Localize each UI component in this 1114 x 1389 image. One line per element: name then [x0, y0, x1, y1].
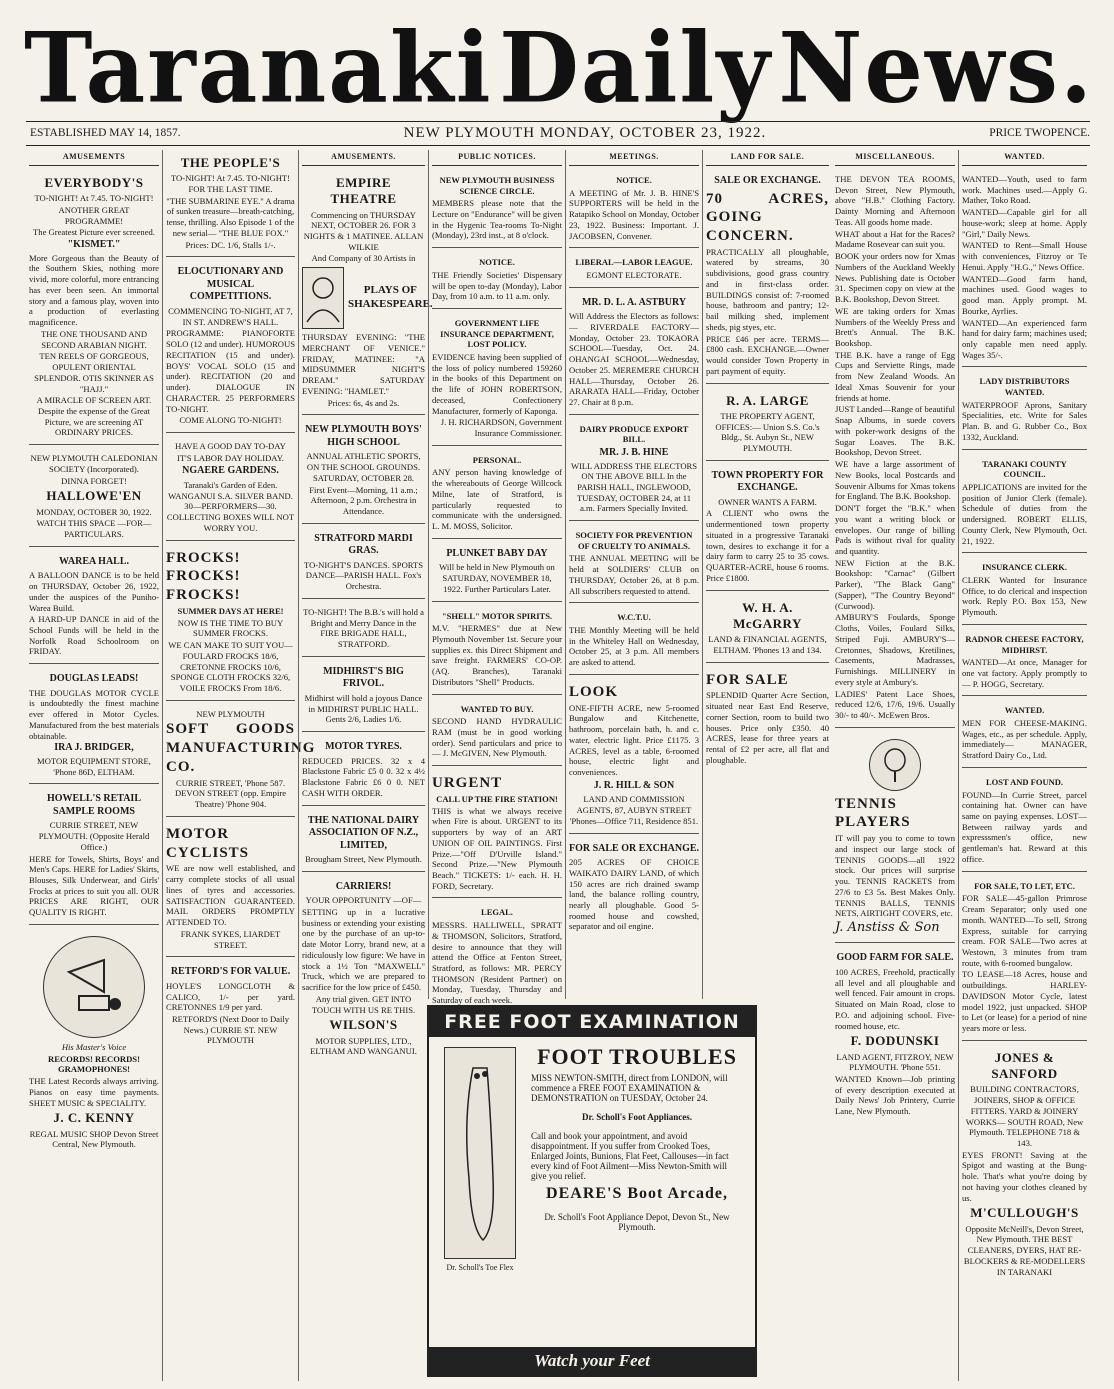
ad-carriers [302, 876, 425, 1063]
ad-text: DINNA FORGET! [61, 475, 127, 486]
ad-title: THE PEOPLE'S [180, 155, 281, 170]
ad-title: EVERYBODY'S [44, 175, 144, 190]
ad-text: ANNUAL ATHLETIC SPORTS, ON THE SCHOOL GROUNDS. SATURDAY, OCTOBER 28. [306, 451, 421, 483]
portrait-icon [303, 272, 343, 324]
ad-text: NEW PLYMOUTH [196, 708, 265, 719]
ad-text: CURRIE STREET, 'Phone 587. DEVON STREET (opp. Empire Theatre) 'Phone 904. [174, 777, 287, 810]
meeting-astbury [569, 292, 699, 415]
ad-insurance-clerk [962, 557, 1087, 625]
ad-title: NOTICE. [616, 175, 652, 185]
ad-text: Dr. Scholl's Foot Appliances. [582, 1112, 692, 1123]
ad-peoples [166, 150, 295, 257]
ad-title: FROCKS! FROCKS! FROCKS! [166, 549, 241, 604]
ad-title: NEW PLYMOUTH BUSINESS SCIENCE CIRCLE. [439, 175, 555, 196]
ad-text: THE DOUGLAS MOTOR CYCLE is undoubtedly the finest machine ever offered in Motor Cycles. Manufactured from the best materials obtainable. [29, 687, 159, 741]
ad-text: 205 ACRES OF CHOICE WAIKATO DAIRY LAND, of which 150 acres are rich drained swamp land, the balance rolling country, nearly all ploughable. Good 5-roomed house and cowshed, separator and oil engine. [569, 857, 699, 932]
ad-text: WANTED Known—Job printing of every description executed at Daily News' Job Printery, Currie Lane, New Plymouth. [835, 1073, 955, 1117]
ad-text: YOUR OPPORTUNITY —OF— [305, 895, 422, 906]
ad-text: MISS NEWTON-SMITH, direct from LONDON, will commence a FREE FOOT EXAMINATION & DEMONSTRATION on TUESDAY, October 24. [531, 1073, 728, 1104]
ad-title: PERSONAL. [472, 454, 522, 465]
notice-business-science [432, 170, 562, 248]
ad-text: WANTED—At once, Manager for one vat factory. Apply promptly to— P. HOGG, Secretary. [962, 657, 1087, 689]
ad-town-property [706, 465, 829, 591]
ad-title: SOCIETY FOR PREVENTION OF CRUELTY TO ANIMALS. [575, 530, 693, 551]
notice-legal [432, 902, 562, 1013]
ad-text: AMBURY'S Foulards, Sponge Cloths, Voiles, Foulard Silks, Striped Fuji. AMBURY'S—Cretonnes, Shadows, Kretilines, Casements, Madrasses, Furnishings. MILLINERY in every style at Ambury's. [835, 612, 955, 687]
ad-text: A MIRACLE OF SCREEN ART. Despite the expense of the Great Picture, we are screening AT ORDINARY PRICES. [36, 395, 152, 438]
column-heading: WANTED. [962, 150, 1087, 166]
ad-text: Dr. Scholl's Foot Appliance Depot, Devon St., New Plymouth. [544, 1212, 730, 1233]
ad-text: THE Latest Records always arriving. Pianos on easy time payments. SHEET MUSIC & SPECIALITY. [29, 1076, 159, 1108]
ad-text: Will be held in New Plymouth on SATURDAY, NOVEMBER 18, 1922. Further Particulars Later. [439, 562, 555, 594]
column-miscellaneous [832, 150, 958, 1381]
ad-text: HOYLE'S LONGCLOTH & CALICO, 1/- per yard. CRETONNES 1/9 per yard. [166, 980, 295, 1013]
ad-title: FOR SALE [706, 671, 789, 688]
ad-text: THURSDAY EVENING: "THE MERCHANT OF VENICE." FRIDAY, MATINEE: "A MIDSUMMER NIGHT'S DREAM." SATURDAY EVENING: "HAMLET." [302, 332, 425, 396]
newspaper-title [24, 11, 1094, 125]
ad-radnor-cheese [962, 629, 1087, 696]
ad-ra-large [706, 388, 829, 461]
ad-title: FOR SALE, TO LET, ETC. [974, 880, 1075, 891]
ad-jones-sanford [962, 1045, 1087, 1284]
ad-tennis-players [835, 732, 955, 944]
ad-title: MOTOR TYRES. [325, 741, 402, 753]
column-heading: AMUSEMENTS [29, 150, 159, 166]
ad-text: ANOTHER GREAT PROGRAMME! [58, 204, 130, 226]
ad-title: LOOK [569, 683, 619, 700]
ad-text: WE are taking orders for Xmas Numbers of the Weekly Press and Brett's Annual. The B.K. Bookshop. [835, 305, 955, 349]
ad-text: And Company of 30 Artists in [311, 253, 416, 264]
ad-title: LOST AND FOUND. [985, 776, 1064, 787]
ad-text: WILL ADDRESS THE ELECTORS ON THE ABOVE BILL In the PARISH HALL, INGLEWOOD, TUESDAY, OCTOBER 24, at 11 a.m. Farmers Specially Invited. [570, 460, 698, 514]
dateline-bar [30, 123, 1090, 143]
ad-boys-high [302, 419, 425, 523]
ad-text: NEW Fiction at the B.K. Bookshop: "Carnac" (Gilbert Parker), "The Black Gang" (Sapper), "The Country Beyond" (Curwood). [835, 557, 955, 611]
ad-text: WATCH THIS SPACE —FOR— PARTICULARS. [36, 518, 152, 540]
ad-text: The Greatest Picture ever screened. [33, 227, 155, 238]
foot-icon [455, 1058, 505, 1248]
ad-lost-found [962, 772, 1087, 872]
ad-title: M'CULLOUGH'S [970, 1205, 1079, 1221]
column-amusements-3 [298, 150, 433, 1381]
ad-howells [29, 788, 159, 925]
notice-urgent [432, 770, 562, 898]
ad-douglas [29, 668, 159, 784]
ad-kenny [29, 929, 159, 1156]
ad-text: REGAL MUSIC SHOP Devon Street Central, New Plymouth. [29, 1128, 159, 1150]
column-heading: PUBLIC NOTICES. [432, 150, 562, 166]
ad-for-sale [706, 667, 829, 772]
ad-text: Midhirst will hold a joyous Dance in MIDHIRST PUBLIC HALL. Gents 2/6, Ladies 1/6. [304, 692, 423, 725]
ad-text: A MEETING of Mr. J. B. HINE'S SUPPORTERS will be held in the Ratapiko School on Monday, October 23, 1922. Business: Important. J. JACOBSEN, Convener. [569, 187, 699, 241]
ad-text: TO LEASE—18 Acres, house and outbuildings. HARLEY-DAVIDSON Motor Cycle, latest model 1922, just unpacked. SHOP to Let (or lease) for a period of nine years more or less. [962, 969, 1087, 1034]
foot-illustration [444, 1047, 516, 1259]
ad-text: TO-NIGHT! At 7.45. TO-NIGHT! FOR THE LAST TIME. [170, 173, 291, 194]
ad-title: GOOD FARM FOR SALE. [836, 952, 954, 964]
meeting-hine-supporters [569, 170, 699, 248]
ad-text: MESSRS. HALLIWELL, SPRATT & THOMSON, Solicitors, Stratford, desire to announce that they will attend the Office at Fenton Street, Stratford, as follows: MR. PERCY THOMSON (Resident Partner) on Monday, Tuesday, Thursday and Saturday of each week. [432, 920, 562, 1006]
notice-wanted-to-buy [432, 699, 562, 767]
ad-text: EYES FRONT! Saving at the Spigot and wasting at the Bung-hole. That's what you're doing by not having your clothes cleaned by us. [962, 1149, 1087, 1203]
meeting-dairy-bill [569, 419, 699, 521]
ad-title: INSURANCE CLERK. [981, 562, 1067, 573]
ad-text: J. H. RICHARDSON, Government Insurance Commissioner. [440, 417, 562, 439]
ad-text: COMMENCING TO-NIGHT, AT 7, IN ST. ANDREW'S HALL. [168, 305, 293, 327]
column-public-notices [428, 150, 565, 1006]
ad-title: URGENT [432, 775, 503, 792]
ad-title: DEARE'S Boot Arcade, [546, 1185, 728, 1203]
title-word: Taranaki [24, 11, 493, 125]
column-wanted [958, 150, 1090, 1381]
ad-70-acres [706, 170, 829, 384]
ad-title: TARANAKI COUNTY COUNCIL. [982, 458, 1067, 480]
ad-title: CARRIERS! [335, 880, 392, 892]
ad-county-council [962, 454, 1087, 554]
ad-text: PROGRAMME: PIANOFORTE SOLO (12 and under). HUMOROUS RECITATION (15 and under). BOYS' VOCAL SOLO (15 and under). RECITATION (20 and under). DIALOGUE IN CHARACTER. 25 PERFORMERS TO-NIGHT. [166, 328, 295, 414]
ad-text: WATERPROOF Aprons, Sanitary Specialities, etc. Write for Sales Plan. B. and G. Rubber Co., Box 1332, Auckland. [962, 399, 1087, 442]
dateline: NEW PLYMOUTH MONDAY, OCTOBER 23, 1922. [403, 124, 767, 141]
ad-title: TENNIS PLAYERS [835, 795, 911, 831]
ad-text: OWNER WANTS A FARM. [718, 496, 817, 507]
ad-good-farm [835, 947, 955, 1123]
ad-text: LAND & FINANCIAL AGENTS, ELTHAM. 'Phones 13 and 134. [708, 634, 827, 655]
ad-text: Brougham Street, New Plymouth. [305, 854, 422, 864]
ad-title: NEW PLYMOUTH BOYS' HIGH SCHOOL [305, 424, 422, 448]
ad-title: EMPIRE THEATRE [330, 175, 397, 207]
ad-text: MR. J. B. HINE [599, 447, 669, 459]
divider [26, 145, 1090, 146]
ad-footer-banner: Watch your Feet [429, 1347, 755, 1375]
column-amusements-1 [26, 150, 162, 1381]
ad-text: Call and book your appointment, and avoid disappointment. If you suffer from Crooked Toes, Enlarged Joints, Bunions, Flat Feet, Callouses—in fact every kind of Foot Ailment—Miss Newton-Smith will give you relief. [531, 1131, 729, 1182]
ad-title: JONES & SANFORD [991, 1049, 1058, 1082]
ad-text: A BALLOON DANCE is to be held on THURSDAY, October 26, 1922, under the auspices of the Puniho-Warea Build. [29, 570, 159, 613]
ad-text: THE Friendly Societies' Dispensary will be open to-day (Monday), Labor Day, from 10 a.m. to 11 a.m. only. [432, 269, 562, 302]
column-meetings [565, 150, 702, 999]
ad-text: SUMMER DAYS AT HERE! [177, 605, 284, 616]
ad-text: A CLIENT who owns the undermentioned town property situated in a progressive Taranaki town, desires to exchange it for a dairy farm to carry 25 to 35 cows. QUARTER-ACRE, house 6 rooms. Price £1800. [706, 508, 829, 583]
ad-text: CALL UP THE FIRE STATION! [436, 793, 558, 804]
column-land-for-sale [702, 150, 832, 999]
ad-text: IT'S LABOR DAY HOLIDAY. [177, 452, 284, 463]
ad-motor-cyclists [166, 821, 295, 957]
ad-title: THE NATIONAL DAIRY ASSOCIATION OF N.Z., LIMITED, [307, 814, 420, 851]
ad-text: ONE-FIFTH ACRE, new 5-roomed Bungalow and Kitchenette, bathroom, porcelain bath, h. and c. water, electric light. Price £1175. 3 ACRES, level as a table, 6-roomed house, electric light and conveniences. [569, 702, 699, 778]
ad-title: MOTOR CYCLISTS [166, 825, 250, 861]
column-heading: AMUSEMENTS. [302, 150, 425, 166]
tennis-racket-illustration [869, 739, 921, 791]
ad-title: GOVERNMENT LIFE INSURANCE DEPARTMENT, LOST POLICY. [440, 318, 554, 350]
ad-lady-distributors [962, 371, 1087, 449]
ad-text: WE have a large assortment of New Books, local Postcards and Souvenir Albums for Xmas tokens for England. The B.K. Bookshop. [835, 459, 955, 502]
ad-title: J. C. KENNY [53, 1110, 135, 1126]
notice-friendly-societies [432, 252, 562, 309]
ad-text: WE CAN MAKE TO SUIT YOU— FOULARD FROCKS 18/6, CRETONNE FROCKS 10/6, SPONGE CLOTH FROCKS 32/6, VOILE FROCKS From 18/6. [168, 640, 293, 693]
ad-title: DOUGLAS LEADS! [49, 673, 139, 685]
ad-text: First Event—Morning, 11 a.m.; Afternoon, 2 p.m. Orchestra in Attendance. [309, 484, 418, 516]
column-heading: LAND FOR SALE. [706, 150, 829, 166]
ad-bb-dance [302, 603, 425, 657]
ad-text: SPLENDID Quarter Acre Section, situated near East End Reserve, corner Section, room to build two houses. Price only £350. 40 ACRES, lease for three years at rental of £2 per acre, all flat and ploughable. [706, 690, 829, 765]
ad-national-dairy [302, 810, 425, 872]
meeting-spca [569, 525, 699, 603]
ad-text: LADIES' Patent Lace Shoes, reduced 12/6, 17/6, 19/6. Usually 30/- to 40/-. McEwen Bros. [835, 688, 955, 720]
ad-free-foot-examination [427, 1005, 757, 1377]
notice-plunket [432, 543, 562, 602]
ad-title: F. DODUNSKI [850, 1033, 940, 1049]
ad-text: PLAYS OF SHAKESPEARE. [348, 284, 433, 311]
ad-text: THE PROPERTY AGENT, OFFICES:— Union S.S. Co.'s Bldg., St. Aubyn St., NEW PLYMOUTH. [715, 410, 820, 454]
ad-title: NOTICE. [479, 257, 515, 268]
ad-text: Any trial given. GET INTO TOUCH WITH US RE THIS. [311, 993, 416, 1015]
ad-title: NGAERE GARDENS. [182, 465, 279, 477]
ad-look [569, 679, 699, 834]
ad-motor-tyres [302, 736, 425, 805]
ad-for-sale-to-let [962, 876, 1087, 1041]
ad-title: TOWN PROPERTY FOR EXCHANGE. [711, 469, 824, 494]
ad-text: WANTED—Capable girl for all house-work; sleep at home. Apply "Girl," Daily News. [962, 207, 1087, 239]
ad-text: Prices: 6s, 4s and 2s. [327, 397, 400, 408]
ad-text: MEN FOR CHEESE-MAKING. Wages, etc., as per schedule. Apply, immediately— MANAGER, Stratford Dairy Co., Ltd. [962, 717, 1087, 761]
established-text: ESTABLISHED MAY 14, 1857. [30, 127, 181, 139]
ad-text: NOW IS THE TIME TO BUY SUMMER FROCKS. [177, 617, 284, 639]
ad-text: TEN REELS OF GORGEOUS, OPULENT ORIENTAL SPLENDOR. OTIS SKINNER AS "HAJJ." [34, 351, 154, 394]
ad-title: W. H. A. McGARRY [733, 599, 802, 631]
ad-text: Commencing on THURSDAY NEXT, OCTOBER 26. FOR 3 NIGHTS & 1 MATINEE. ALLAN WILKIE [303, 209, 424, 252]
gramophone-icon [59, 952, 129, 1022]
ad-text: NEW PLYMOUTH CALEDONIAN SOCIETY (Incorporated). [30, 453, 158, 474]
ad-text: A HARD-UP DANCE in aid of the School Funds will be held in the Norfolk Road Schoolroom on FRIDAY. [29, 614, 159, 657]
ad-text: ANY person having knowledge of the whereabouts of George Willcock Milne, late of Stratford, is particularly requested to communicate with the undersigned. L. M. MOSS, Solicitor. [432, 467, 562, 532]
ad-text: THE Monthly Meeting will be held in the Whiteley Hall on Wednesday, October 25, at 3 p.m. All members are asked to attend. [569, 625, 699, 668]
ad-title: LIBERAL—LABOR LEAGUE. [575, 257, 693, 268]
ad-title: SOFT GOODS MANUFACTURING CO. [166, 721, 316, 775]
ad-text: CLERK Wanted for Insurance Office, to do clerical and inspection work. Reply P.O. Box 153, New Plymouth. [962, 574, 1087, 618]
ad-text: MOTOR SUPPLIES, LTD., ELTHAM AND WANGANUI. [310, 1035, 417, 1057]
ad-warea-hall [29, 551, 159, 664]
signature: J. Anstiss & Son [835, 920, 940, 936]
ad-text: More Gorgeous than the Beauty of the Southern Skies, nothing more vivid, more colorful, more entrancing has ever been seen. An immortal story and a famous play, woven into a production of everlasting magnificence. [29, 252, 159, 328]
ad-text: TO-NIGHT! At 7.45. TO-NIGHT! [34, 193, 154, 204]
title-word: Daily [499, 11, 772, 125]
ad-text: Will Address the Electors as follows:— RIVERDALE FACTORY—Monday, October 23. TOKAORA SCHOOL—Tuesday, Oct. 24. OHANGAI SCHOOL—Wednesday, October 25. MEREMERE CHURCH HALL—Thursday, October 26. ARARATA HALL—Friday, October 27. Chair at 8 p.m. [569, 311, 699, 408]
ad-text: Dr. Scholl's Toe Flex [446, 1263, 514, 1272]
ad-title: WANTED. [1004, 705, 1045, 716]
ad-text: CURRIE STREET, NEW PLYMOUTH. (Opposite Herald Office.) [38, 820, 150, 852]
ad-midhirst [302, 661, 425, 732]
ad-text: IRA J. BRIDGER, [54, 742, 134, 754]
ad-retfords [166, 961, 295, 1052]
ad-title: MIDHIRST'S BIG FRIVOL. [323, 665, 404, 690]
ad-title: R. A. LARGE [726, 392, 809, 408]
ad-text: BOOK your orders now for Xmas Numbers of the Auckland Weekly News. Publishing date is October 31. Specimen copy on view at the B.K. Bookshop, Devon Street. [835, 251, 955, 305]
ad-text: MOTOR EQUIPMENT STORE, 'Phone 86D, ELTHAM. [37, 755, 151, 777]
ad-text: THE ANNUAL MEETING will be held at SOLDIERS' CLUB on THURSDAY, October 26, at 8 p.m. All subscribers requested to attend. [569, 553, 699, 596]
ad-text: WANTED—Youth, used to farm work. Machines used.—Apply G. Mather, Toko Road. [962, 174, 1087, 206]
ad-text: FOUND—In Currie Street, parcel containing hat. Owner can have same on paying expenses. LOST—Between railway yards and expresssmen's office, new gentleman's hat. Reward at this office. [962, 789, 1087, 864]
ad-everybodys [29, 170, 159, 445]
ad-waikato-land [569, 838, 699, 939]
ad-title: ELOCUTIONARY AND MUSICAL COMPETITIONS. [177, 266, 284, 303]
ad-text: THE DEVON TEA ROOMS, Devon Street, New Plymouth, above "H.B." Clothing Factory. Dainty Morning and Afternoon Teas. All goods home made. [835, 174, 955, 227]
column-heading: MISCELLANEOUS. [835, 150, 955, 166]
ad-frocks [166, 545, 295, 701]
ad-title: W.C.T.U. [617, 612, 651, 623]
ad-text: BUILDING CONTRACTORS, JOINERS, SHOP & OFFICE FITTERS. YARD & JOINERY WORKS— SOUTH ROAD, New Plymouth. TELEPHONE 718 & 143. [965, 1084, 1084, 1149]
ad-text: DON'T forget the "B.K." when you want a writing block or envelopes. Our range of billing Pads is without rival for quality and quantity. [835, 503, 955, 556]
ad-text: "KISMET." [67, 239, 121, 251]
ad-title: RETFORD'S FOR VALUE. [170, 966, 291, 978]
ad-text: 70 ACRES, GOING CONCERN. [706, 190, 829, 244]
ad-text: MEMBERS please note that the Lecture on "Endurance" will be given in the Hygenic Tea-rooms To-Night (Monday), 23rd inst., at 8 o'clock. [432, 198, 562, 241]
ad-banner: FREE FOOT EXAMINATION [429, 1007, 755, 1037]
ad-text: THE B.K. have a range of Egg Cups and Serviette Rings, made from New Zealand Woods. An Ideal Xmas Souvenir for your friends at home. [835, 349, 955, 403]
ad-text: M.V. "HERMES" due at New Plymouth November 1st. Secure your supplies ex. this Direct Shipment and save freight. FARMERS' CO-OP. (AQ. Branches), Taranaki Distributors "Shell" Products. [432, 623, 562, 687]
ad-text: "THE SUBMARINE EYE." A drama of sunken treasure—breath-catching, tense, thrilling. Also Episode 1 of the new serial— "THE BLUE FOX." [166, 195, 295, 238]
ad-text: LAND AGENT, FITZROY, NEW PLYMOUTH. 'Phone 551. [836, 1051, 954, 1073]
ad-text: LAND AND COMMISSION AGENTS, 87, AUBYN STREET 'Phones—Office 711, Residence 851. [569, 794, 699, 826]
divider [26, 121, 1090, 122]
ad-text: TO-NIGHT! The B.B.'s will hold a Bright and Merry Dance in the FIRE BRIGADE HALL, STRATFORD. [303, 606, 424, 650]
ad-title: SALE OR EXCHANGE. [714, 175, 821, 186]
ad-text: PRACTICALLY all ploughable, watered by streams, 30 subdivisions, good grass country and in first-class order. BUILDINGS consist of: 7-roomed house, bathroom and pantry; 12-bail milking shed, implement sheds, pig styes, etc. [706, 246, 829, 332]
ad-text: PRICE £46 per acre. TERMS—£800 cash. EXCHANGE.—Owner would consider Town Property in part payment of equity. [706, 333, 829, 376]
ad-wanted-men [962, 700, 1087, 768]
ad-text: FOR SALE—45-gallon Primrose Cream Separator; only used one month. WANTED—To sell, Strong Express, suitable for carrying cream. FOR SALE—Two acres at Westown, 3 minutes from tram route, with 6-roomed bungalow. [962, 893, 1087, 968]
ad-mcgarry [706, 595, 829, 663]
masthead [0, 0, 1114, 125]
notice-personal [432, 450, 562, 539]
ad-text: HERE for Towels, Shirts, Boys' and Men's Caps. HERE for Ladies' Skirts, Blouses, Silk Underwear, and Girls' Frocks at prices to suit you all. OUR PRICES ARE RIGHT, OUR QUALITY IS RIGHT. [29, 853, 159, 918]
ad-text: SETTING up in a lucrative business or extending your existing one by the purchase of an up-to-date Motor Lorry, brand new, at a ridiculously low figure: We have in stock a 1½ Ton "MAXWELL" Truck, which we are prepared to sacrifice for the low price of £450. [302, 906, 425, 993]
ad-mardi-gras [302, 528, 425, 599]
ad-title: WILSON'S [329, 1017, 398, 1033]
ad-title: HOWELL'S RETAIL SAMPLE ROOMS [46, 793, 141, 817]
ad-text: WE are now well established, and carry complete stocks of all usual lines of tyres and accessories. SATISFACTION GUARANTEED. MAIL ORDERS PROMPTLY ATTENDED TO. [166, 863, 295, 928]
ad-title: RADNOR CHEESE FACTORY, MIDHIRST. [965, 633, 1084, 655]
ad-caledonian [29, 449, 159, 547]
wanted-classifieds [962, 170, 1087, 367]
notice-lost-policy [432, 313, 562, 446]
ad-title: "SHELL" MOTOR SPIRITS. [441, 610, 553, 621]
ad-title: HALLOWE'EN [46, 488, 142, 504]
ad-empire-theatre [302, 170, 433, 415]
ad-soft-goods [166, 705, 316, 817]
ad-title: DAIRY PRODUCE EXPORT BILL. [579, 423, 689, 445]
ad-text: WANTED to Rent—Small House with conveniences, Fitzroy or Te Henui. Apply "H.G.," News Office. [962, 240, 1087, 272]
ad-title: STRATFORD MARDI GRAS. [314, 532, 413, 557]
ad-text: MONDAY, OCTOBER 30, 1922. [36, 506, 152, 517]
ad-text: EVIDENCE having been supplied of the loss of policy numbered 159260 in the books of this Department on the life of JOHN ROBERTSON, deceased, Confectionery Manufacturer, formerly of Kaponga. [432, 351, 562, 416]
ad-title: FOR SALE OR EXCHANGE. [569, 842, 700, 854]
ad-text: His Master's Voice [61, 1041, 127, 1052]
misc-classifieds [835, 170, 955, 728]
ad-text: SECOND HAND HYDRAULIC RAM (must be in good working order). Send particulars and price to— J. McGIVEN, New Plymouth. [432, 716, 562, 759]
column-amusements-2 [162, 150, 316, 1381]
ad-title: PLUNKET BABY DAY [446, 547, 548, 559]
ad-text: COME ALONG TO-NIGHT! [179, 415, 282, 426]
ad-text: FRANK SYKES, LIARDET STREET. [180, 928, 281, 950]
ad-title: MR. D. L. A. ASTBURY [581, 296, 687, 308]
ad-text: Taranaki's Garden of Eden. WANGANUI S.A. SILVER BAND. 30—PERFORMERS—30. COLLECTING BOXES WILL NOT WORRY YOU. [166, 479, 295, 533]
tennis-racket-icon [877, 747, 913, 783]
notice-shell [432, 606, 562, 695]
ad-title: LEGAL. [481, 907, 513, 918]
ad-text: 100 ACRES, Freehold, practically all level and all ploughable and well fenced. Fair amount in crops. Situated on Main Road, close to P.O. and adjoining school. Five-roomed house, etc. [835, 966, 955, 1031]
ad-title: WAREA HALL. [58, 555, 129, 567]
ad-title: FOOT TROUBLES [537, 1044, 737, 1069]
price-text: PRICE TWOPENCE. [989, 127, 1090, 139]
ad-text: THIS is what we always receive when Fire is about. URGENT to its supporters by way of an ART UNION OF OIL PAINTINGS. First Prize.—"Off D'Urville Island." Second Prize.—"New Plymouth Beach." TICKETS: 1/- each. H. H. FORD, Secretary. [432, 805, 562, 891]
ad-text: APPLICATIONS are invited for the position of Junior Clerk (female). Schedule of duties from the undersigned. ROBERT ELLIS, County Clerk, New Plymouth, Oct. 21, 1922. [962, 481, 1087, 546]
meeting-liberal-labor [569, 252, 699, 287]
meeting-wctu [569, 607, 699, 675]
ad-text: Opposite McNeill's, Devon Street, New Plymouth. THE BEST CLEANERS, DYERS, HAT RE-BLOCKERS & RE-MODELLERS IN TARANAKI [963, 1223, 1086, 1277]
ad-text: EGMONT ELECTORATE. [586, 269, 682, 280]
ad-text: RETFORD'S (Next Door to Daily News.) CURRIE ST. NEW PLYMOUTH [171, 1014, 290, 1046]
ad-title: WANTED TO BUY. [460, 703, 534, 714]
ad-text: IT will pay you to come to town and inspect our large stock of TENNIS GOODS—all 1922 stock. Our prices will surprise you. TENNIS RACKETS from 27/6 to £3 5s. Best Makes Only. TENNIS BALLS, TENNIS NETS, AIRTIGHT COVERS, etc. [835, 833, 955, 919]
ad-text: HAVE A GOOD DAY TO-DAY [175, 440, 286, 451]
ad-title: LADY DISTRIBUTORS WANTED. [979, 376, 1070, 398]
ad-text: JUST Landed—Range of beautiful Snap Albums, in suede covers with poker-work designs of the Sugar Loaves. The B.K. Bookshop, Devon Street. [835, 404, 955, 458]
column-heading: MEETINGS. [569, 150, 699, 166]
ad-text: TO-NIGHT'S DANCES. SPORTS DANCE—PARISH HALL. Fox's Orchestra. [303, 559, 424, 592]
ad-text: RECORDS! RECORDS! GRAMOPHONES! [48, 1053, 140, 1075]
ad-title: J. R. HILL & SON [593, 779, 675, 791]
ad-text: WANTED—An experienced farm hand for dairy farm; machines used; only capable men need apply. Wages 35/-. [962, 317, 1087, 360]
ad-ngaere [166, 437, 295, 541]
shakespeare-portrait [302, 267, 344, 329]
ad-text: WHAT about a Hat for the Races? Madame Rosevear can suit you. [835, 228, 955, 250]
ad-text: THE ONE THOUSAND AND SECOND ARABIAN NIGHT. [40, 328, 148, 350]
title-word: News. [778, 11, 1094, 125]
gramophone-illustration [43, 936, 145, 1038]
ad-text: Prices: DC. 1/6, Stalls 1/-. [185, 239, 276, 250]
ad-text: WANTED—Good farm hand, machines used. Good wages to good man. Apply prompt. M. Bourke, Ayrlies. [962, 273, 1087, 316]
ad-text: REDUCED PRICES. 32 x 4 Blackstone Fabric £5 0 0. 32 x 4½ Blackstone Fabric £6 0 0. NET CASH WITH ORDER. [302, 755, 425, 798]
ad-elocution [166, 261, 295, 433]
